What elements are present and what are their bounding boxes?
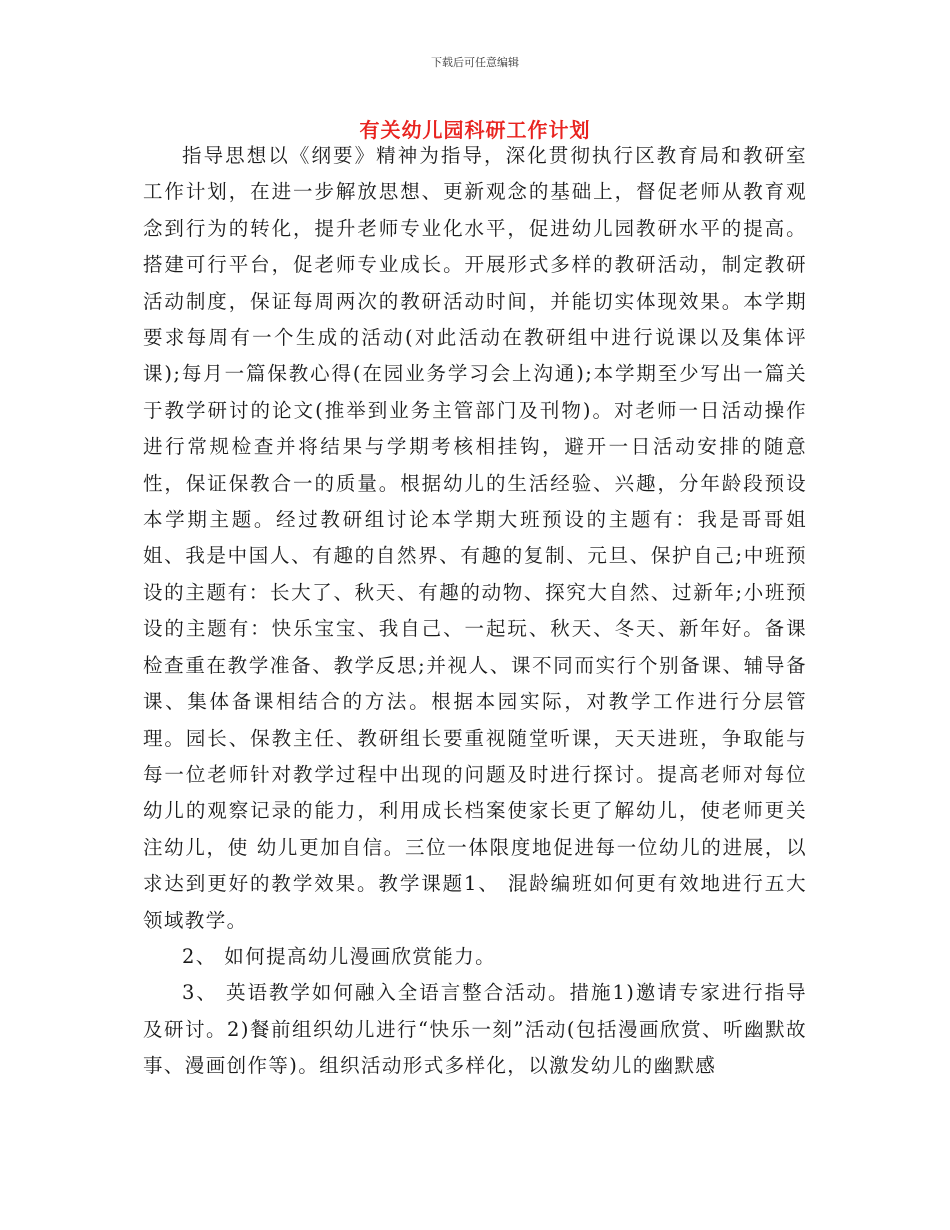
body-paragraph: 2、 如何提高幼儿漫画欣赏能力。 [182, 944, 497, 968]
body-paragraph: 指导思想以《纲要》精神为指导，深化贯彻执行区教育局和教研室工作计划，在进一步解放思想、更新观念的基础上，督促老师从教育观念到行为的转化，提升老师专业化水平，促进幼儿园教研水平的提高。搭建可行平台，促老师专业成长。开展形式多样的教研活动，制定教研活动制度，保证每周两次的教研活动时间，并能切实体现效果。本学期要求每周有一个生成的活动(对此活动在教研组中进行说课以及集体评课);每月一篇保教心得(在园业务学习会上沟通);本学期至少写出一篇关于教学研讨的论文(推举到业务主管部门及刊物)。对老师一日活动操作进行常规检查并将结果与学期考核相挂钩，避开一日活动安排的随意性，保证保教合一的质量。根据幼儿的生活经验、兴趣，分年龄段预设本学期主题。经过教研组讨论本学期大班预设的主题有：我是哥哥姐姐、我是中国人、有趣的自然界、有趣的复制、元旦、保护自己;中班预设的主题有：长大了、秋天、有趣的动物、探究大自然、过新年;小班预设的主题有：快乐宝宝、我自己、一起玩、秋天、冬天、新年好。备课检查重在教学准备、教学反思;并视人、课不同而实行个别备课、辅导备课、集体备课相结合的方法。根据本园实际，对教学工作进行分层管理。园长、保教主任、教研组长要重视随堂听课，天天进班，争取能与每一位老师针对教学过程中出现的问题及时进行探讨。提高老师对每位幼儿的观察记录的能力，利用成长档案使家长更了解幼儿，使老师更关注幼儿，使 幼儿更加自信。三位一体限度地促进每一位幼儿的进展，以求达到更好的教学效果。教学课题1、 混龄编班如何更有效地进行五大领域教学。 [143, 144, 807, 932]
page-header-note: 下载后可任意编辑 [431, 56, 519, 69]
body-paragraph: 3、 英语教学如何融入全语言整合活动。措施1)邀请专家进行指导及研讨。2)餐前组织幼儿进行“快乐一刻”活动(包括漫画欣赏、听幽默故事、漫画创作等)。组织活动形式多样化，以激发幼儿的幽默感 [143, 981, 807, 1078]
document-title: 有关幼儿园科研工作计划 [359, 118, 591, 142]
document-body [143, 138, 807, 1085]
